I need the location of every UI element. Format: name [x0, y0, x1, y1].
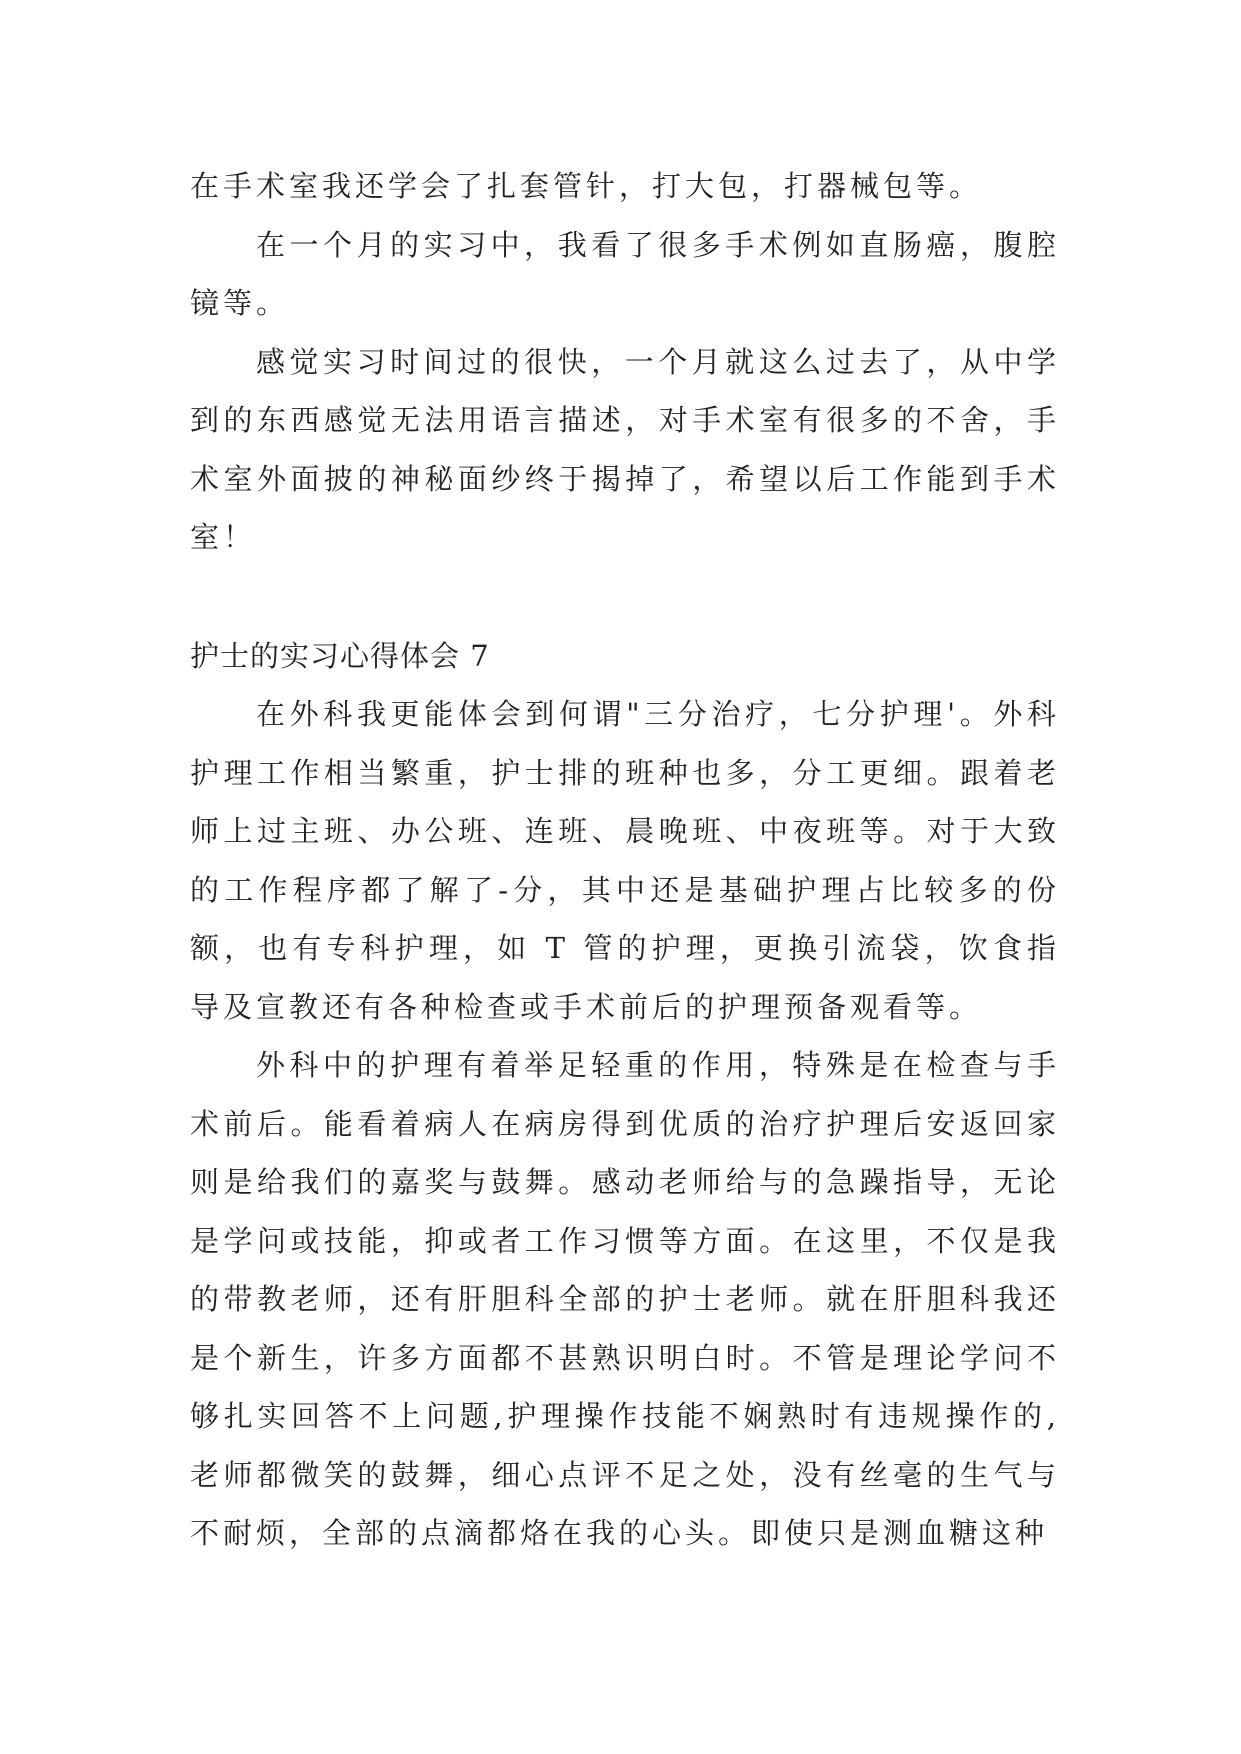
paragraph-continuation: 在手术室我还学会了扎套管针，打大包，打器械包等。	[190, 169, 983, 203]
paragraph-reflection: 感觉实习时间过的很快，一个月就这么过去了，从中学到的东西感觉无法用语言描述，对手术室有很多的不舍，手术室外面披的神秘面纱终于揭掉了，希望以后工作能到手术室！	[190, 344, 1060, 554]
paragraph-surgical-nursing: 在外科我更能体会到何谓"三分治疗，七分护理'。外科护理工作相当繁重，护士排的班种也多，分工更细。跟着老师上过主班、办公班、连班、晨晚班、中夜班等。对于大致的工作程序都了解了-分，其中还是基础护理占比较多的份额，也有专科护理，如 T 管的护理，更换引流袋，饮食指导及宣教还有各种检查或手术前后的护理预备观看等。	[190, 697, 1060, 1024]
paragraph-teachers: 外科中的护理有着举足轻重的作用，特殊是在检查与手术前后。能看着病人在病房得到优质的治疗护理后安返回家则是给我们的嘉奖与鼓舞。感动老师给与的急躁指导，无论是学问或技能，抑或者工作习惯等方面。在这里，不仅是我的带教老师，还有肝胆科全部的护士老师。就在肝胆科我还是个新生，许多方面都不甚熟识明白时。不管是理论学问不够扎实回答不上问题,护理操作技能不娴熟时有违规操作的,老师都微笑的鼓舞，细心点评不足之处，没有丝毫的生气与不耐烦，全部的点滴都烙在我的心头。即使只是测血糖这种	[190, 1048, 1060, 1550]
document-body	[190, 157, 1060, 1563]
paragraph-surgery-cases: 在一个月的实习中，我看了很多手术例如直肠癌，腹腔镜等。	[190, 227, 1060, 320]
section-title: 护士的实习心得体会 7	[190, 638, 490, 673]
